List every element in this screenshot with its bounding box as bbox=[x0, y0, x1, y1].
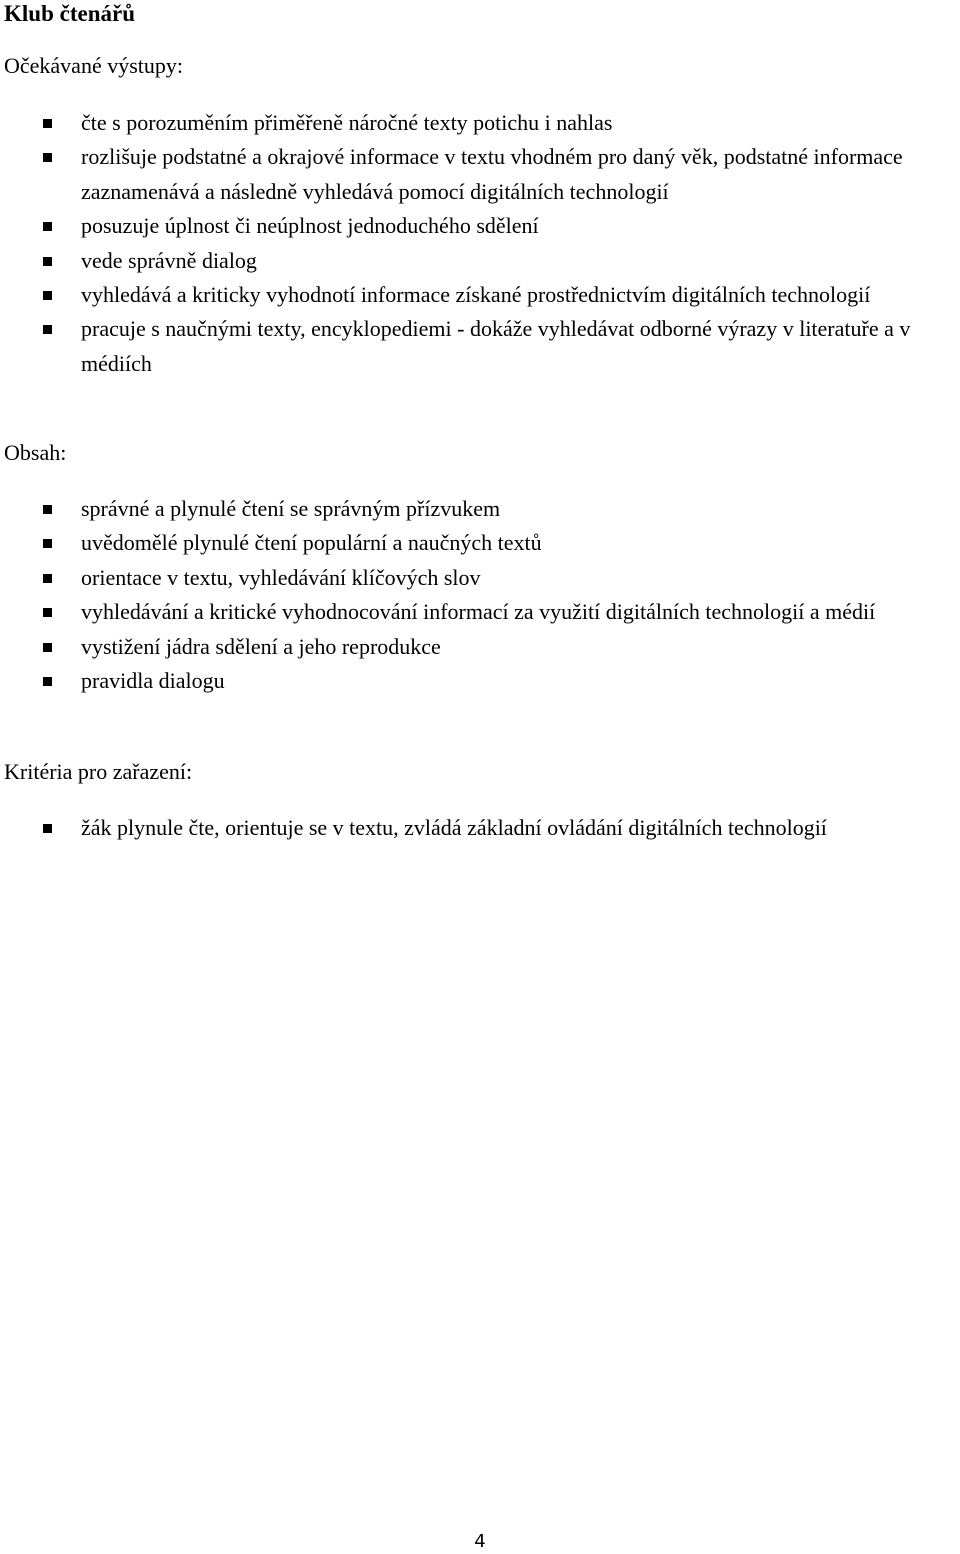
list-item-text: vyhledává a kriticky vyhodnotí informace získané prostřednictvím digitálních technologií bbox=[81, 282, 871, 308]
list-item-text: pracuje s naučnými texty, encyklopediemi - dokáže vyhledávat odborné výrazy v literatuře a v médiích bbox=[81, 316, 911, 376]
square-bullet-icon bbox=[43, 824, 52, 833]
square-bullet-icon bbox=[43, 257, 52, 266]
list-item bbox=[0, 526, 960, 560]
square-bullet-icon bbox=[43, 222, 52, 231]
list-item-text: vyhledávání a kritické vyhodnocování informací za využití digitálních technologií a médií bbox=[81, 599, 876, 625]
square-bullet-icon bbox=[43, 574, 52, 583]
list-item-text: čte s porozuměním přiměřeně náročné texty potichu i nahlas bbox=[81, 110, 613, 135]
list-item-text: vede správně dialog bbox=[81, 247, 257, 273]
page-number: 4 bbox=[474, 1531, 486, 1552]
content-list bbox=[0, 492, 960, 698]
list-item bbox=[0, 492, 960, 526]
square-bullet-icon bbox=[43, 325, 52, 334]
list-item-text: rozlišuje podstatné a okrajové informace v textu vhodném pro daný věk, podstatné informace zaznamenává a následně vyhledává pomocí digitálních technologií bbox=[81, 144, 903, 204]
list-item-text: žák plynule čte, orientuje se v textu, zvládá základní ovládání digitálních technologií bbox=[81, 815, 827, 840]
list-item-text: posuzuje úplnost či neúplnost jednoduchého sdělení bbox=[81, 213, 539, 239]
square-bullet-icon bbox=[43, 119, 52, 128]
list-item bbox=[0, 811, 960, 845]
list-item bbox=[0, 664, 960, 698]
list-item bbox=[0, 630, 960, 664]
list-item bbox=[0, 140, 960, 209]
list-item-text: správné a plynulé čtení se správným přízvukem bbox=[81, 496, 501, 521]
section-heading-expected-outcomes: Očekávané výstupy: bbox=[4, 53, 183, 78]
list-item-text: orientace v textu, vyhledávání klíčových slov bbox=[81, 564, 481, 590]
list-item bbox=[0, 209, 960, 243]
list-item bbox=[0, 595, 960, 629]
section-heading-content: Obsah: bbox=[4, 440, 67, 465]
list-item-text: vystižení jádra sdělení a jeho reprodukce bbox=[81, 633, 441, 659]
square-bullet-icon bbox=[43, 153, 52, 162]
list-item bbox=[0, 561, 960, 595]
list-item bbox=[0, 312, 960, 381]
list-item bbox=[0, 244, 960, 278]
square-bullet-icon bbox=[43, 608, 52, 617]
list-item-text: pravidla dialogu bbox=[81, 668, 225, 694]
criteria-list bbox=[0, 811, 960, 845]
square-bullet-icon bbox=[43, 677, 52, 686]
square-bullet-icon bbox=[43, 643, 52, 652]
section-heading-criteria: Kritéria pro zařazení: bbox=[4, 759, 193, 784]
square-bullet-icon bbox=[43, 539, 52, 548]
expected-outcomes-list bbox=[0, 106, 960, 381]
list-item bbox=[0, 278, 960, 312]
list-item bbox=[0, 106, 960, 140]
page-title: Klub čtenářů bbox=[4, 1, 135, 26]
list-item-text: uvědomělé plynulé čtení populární a naučných textů bbox=[81, 530, 542, 556]
square-bullet-icon bbox=[43, 505, 52, 514]
square-bullet-icon bbox=[43, 291, 52, 300]
